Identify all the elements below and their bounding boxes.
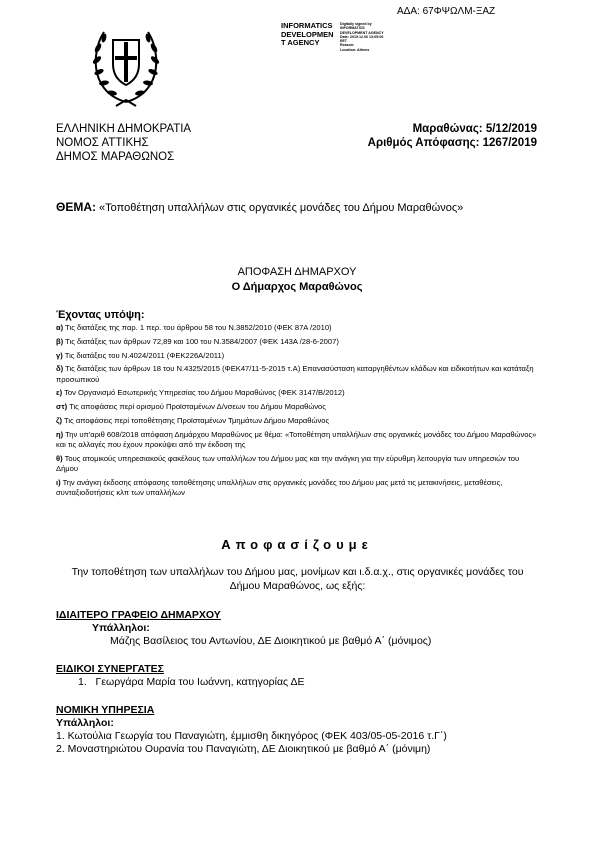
issuer-block <box>56 122 191 164</box>
section-title: ΙΔΙΑΙΤΕΡΟ ΓΡΑΦΕΙΟ ΔΗΜΑΡΧΟΥ <box>56 609 221 621</box>
issuer-line: ΕΛΛΗΝΙΚΗ ΔΗΜΟΚΡΑΤΙΑ <box>56 123 192 135</box>
stamp-line: DEVELOPMEN <box>281 29 334 39</box>
section-mayor-office <box>56 609 431 648</box>
decision-intro: Την τοποθέτηση των υπαλλήλων του Δήμου μας, μονίμων και ι.δ.α.χ., στις οργανικές μονάδες του Δήμου Μαραθώνος, ως εξής: <box>71 566 524 592</box>
list-item <box>56 351 538 361</box>
ada-code: ΑΔΑ: 67ΦΨΩΛΜ-ΞΑΖ <box>397 6 496 17</box>
stamp-detail-line: INFORMATICS <box>340 26 365 31</box>
section-special-advisors <box>56 663 304 689</box>
item-label: β) <box>56 336 64 346</box>
item-text: Την υπ'αριθ 608/2018 απόφαση Δημάρχου Μαραθώνος με θέμα: «Τοποθέτηση υπαλλήλων στις οργανικές μονάδες του Δήμου Μαραθώνος» και τις αλλαγές που έχουν προκύψει από την έκδοση της <box>56 429 537 450</box>
decision-title: ΑΠΟΦΑΣΗ ΔΗΜΑΡΧΟΥ <box>237 266 357 278</box>
list-item <box>56 402 538 412</box>
list-item <box>56 337 538 347</box>
list-item <box>56 430 538 451</box>
section-entry: 1. Κωτούλια Γεωργία του Παναγιώτη, έμμισθη δικηγόρος (ΦΕΚ 403/05-05-2016 τ.Γ΄) <box>56 730 447 742</box>
stamp-detail-line: Location: Athens <box>340 47 370 52</box>
section-title: ΕΙΔΙΚΟΙ ΣΥΝΕΡΓΑΤΕΣ <box>56 663 164 675</box>
list-item <box>56 478 538 499</box>
list-item <box>56 323 538 333</box>
subject <box>56 200 538 216</box>
section-subheading: Υπάλληλοι: <box>56 717 114 729</box>
stamp-detail-line: DEVELOPMENT AGENCY <box>340 30 384 35</box>
signature-stamp <box>281 22 334 48</box>
entry-number: 1. <box>78 676 87 688</box>
item-text: Τον Οργανισμό Εσωτερικής Υπηρεσίας του Δήμου Μαραθώνος (ΦΕΚ 3147/Β/2012) <box>62 388 345 398</box>
list-item <box>56 364 538 385</box>
item-label: ι) <box>56 478 61 488</box>
section-entry <box>56 676 304 689</box>
mayor-title: Ο Δήμαρχος Μαραθώνος <box>231 281 363 293</box>
item-text: Την ανάγκη έκδοσης απόφασης τοποθέτησης υπαλλήλων στις οργανικές μονάδες του Δήμου μας μετά τις μετακινήσεις, μεταθέσεις, συνταξιοδοτήσεις κλπ των υπαλλήλων <box>56 478 503 498</box>
item-label: θ) <box>56 453 63 463</box>
list-item <box>56 454 538 475</box>
stamp-detail-line: EET <box>340 39 347 44</box>
item-text: Τις διατάξεις του Ν.4024/2011 (ΦΕΚ226Α/2011) <box>62 350 225 360</box>
section-entry: Μάζης Βασίλειος του Αντωνίου, ΔΕ Διοικητικού με βαθμό Α΄ (μόνιμος) <box>110 635 432 647</box>
list-item <box>56 416 538 426</box>
item-text: Τους ατομικούς υπηρεσιακούς φακέλους των υπαλλήλων του Δήμου μας και την ανάγκη για την εύρυθμη λειτουργία των υπηρεσιών του Δήμου <box>56 453 520 474</box>
issuer-line: ΔΗΜΟΣ ΜΑΡΑΘΩΝΟΣ <box>56 151 175 163</box>
item-label: γ) <box>56 350 63 360</box>
stamp-detail-line: Date: 2019.12.06 13:05:06 <box>340 34 384 39</box>
decision-heading: Αποφασίζουμε <box>221 537 373 552</box>
entry-text: Γεωργάρα Μαρία του Ιωάννη, κατηγορίας ΔΕ <box>95 676 305 688</box>
item-label: η) <box>56 429 64 439</box>
item-label: ζ) <box>56 416 63 426</box>
item-label: α) <box>56 323 64 332</box>
list-item <box>56 388 538 398</box>
subject-label: ΘΕΜΑ: <box>56 200 96 214</box>
item-text: Τις διατάξεις της παρ. 1 περ. του άρθρου 58 του Ν.3852/2010 (ΦΕΚ 87Α /2010) <box>63 323 332 332</box>
stamp-line: T AGENCY <box>281 38 320 47</box>
stamp-line: INFORMATICS <box>281 21 333 30</box>
stamp-detail-line: Digitally signed by <box>340 22 372 26</box>
section-entry: 2. Μοναστηριώτου Ουρανία του Παναγιώτη, ΔΕ Διοικητικού με βαθμό Α΄ (μόνιμη) <box>56 743 431 755</box>
date-number-block <box>327 122 537 150</box>
item-text: Τις αποφάσεις περί τοποθέτησης Προϊσταμένων Τμημάτων Δήμου Μαραθώνος <box>62 416 330 426</box>
decision-date: Μαραθώνας: 5/12/2019 <box>412 123 537 135</box>
section-title: ΝΟΜΙΚΗ ΥΠΗΡΕΣΙΑ <box>56 704 155 716</box>
stamp-details <box>340 22 384 52</box>
subject-text: «Τοποθέτηση υπαλλήλων στις οργανικές μονάδες του Δήμου Μαραθώνος» <box>96 202 464 214</box>
item-label: ε) <box>56 388 63 398</box>
section-subheading: Υπάλληλοι: <box>92 622 150 634</box>
decision-number: Αριθμός Απόφασης: 1267/2019 <box>367 137 537 149</box>
considerations-heading: Έχοντας υπόψη: <box>56 309 145 321</box>
stamp-detail-line: Reason: <box>340 43 355 48</box>
issuer-line: ΝΟΜΟΣ ΑΤΤΙΚΗΣ <box>56 137 149 149</box>
section-legal-service <box>56 704 447 756</box>
item-label: στ) <box>56 402 68 412</box>
republic-emblem-icon <box>86 18 166 108</box>
item-text: Τις αποφάσεις περί ορισμού Προϊσταμένων Δ/νσεων του Δήμου Μαραθώνος <box>67 402 326 412</box>
considerations-list <box>56 323 538 502</box>
item-text: Τις διατάξεις των άρθρων 18 του Ν.4325/2015 (ΦΕΚ47/11-5-2015 τ.Α) Επανασύσταση καταργηθέντων κλάδων και ειδικοτήτων και κατάταξη προσωπικού <box>56 364 534 384</box>
item-label: δ) <box>56 364 64 374</box>
item-text: Τις διατάξεις των άρθρων 72,89 και 100 του Ν.3584/2007 (ΦΕΚ 143Α /28-6-2007) <box>63 336 339 346</box>
